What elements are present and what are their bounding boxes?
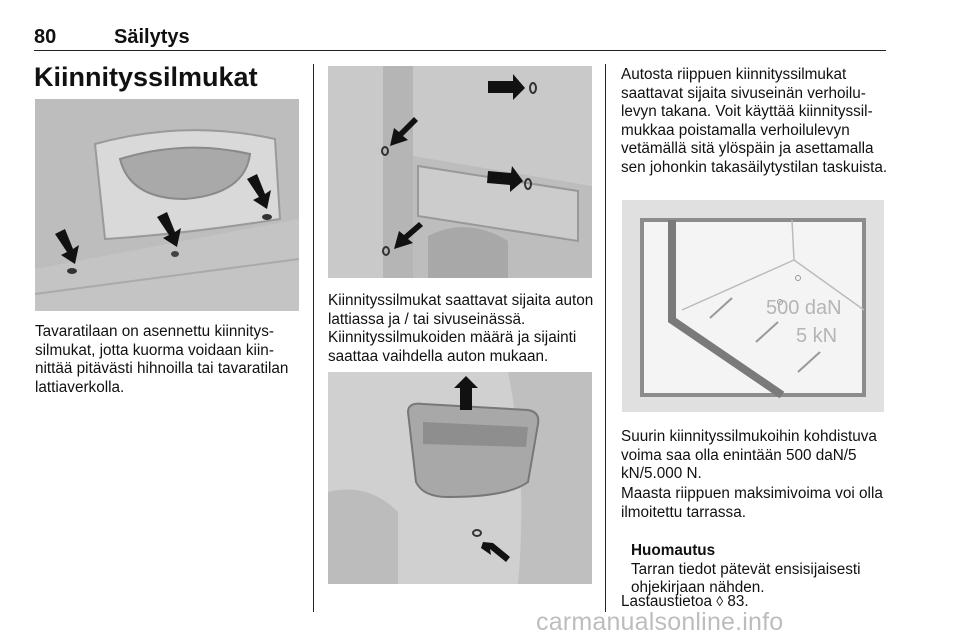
note-box: [631, 542, 891, 598]
crossref-arrow-icon: ◊: [716, 593, 724, 609]
note-title: Huomautus: [631, 542, 716, 559]
figure-side-wall-lashing-eyes: [328, 66, 592, 278]
col3-paragraph-1: Autosta riippuen kiinnityssilmukat saattavat sijaita sivuseinän verhoilulevyn takana. Voit käyttää kiinnityssilmukkaa poistamalla verhoilulevyn vetämällä sitä ylöspäin ja asettamalla sen johonkin takasäilytystilan taskuista.: [621, 66, 888, 176]
page-header: [34, 26, 886, 52]
col1-paragraph: Tavaratilaan on asennettu kiinnityssilmukat, jotta kuorma voidaan kiinnittää pitävästi hihnoilla tai tavaratilan lattiaverkolla.: [35, 323, 289, 396]
crossref-link[interactable]: 83.: [727, 593, 749, 610]
column-divider-2: [605, 64, 606, 612]
figure-load-label: [622, 200, 884, 412]
watermark: carmanualsonline.info: [536, 608, 784, 636]
note-text: Tarran tiedot pätevät ensisijaisesti ohjekirjaan nähden.: [631, 560, 861, 596]
col3-paragraph-2: Suurin kiinnityssilmukoihin kohdistuva voima saa olla enintään 500 daN/5 kN/5.000 N.: [621, 428, 877, 482]
figure-trim-panel-removal: [328, 372, 592, 584]
page-title: Kiinnityssilmukat: [34, 62, 258, 92]
figure-floor-lashing-eyes: [35, 99, 299, 311]
header-rule: [34, 50, 886, 51]
crossref-text: Lastaustietoa: [621, 593, 712, 610]
page-number: 80: [34, 26, 57, 48]
label-500-dan: 500 daN: [766, 297, 842, 319]
col3-paragraph-3: Maasta riippuen maksimivoima voi olla ilmoitettu tarrassa.: [621, 485, 883, 521]
col2-paragraph: Kiinnityssilmukat saattavat sijaita auton lattiassa ja / tai sivuseinässä. Kiinnityssilmukoiden määrä ja sijainti saattaa vaihdella auton mukaan.: [328, 292, 594, 365]
column-divider-1: [313, 64, 314, 612]
label-5-kn: 5 kN: [796, 325, 838, 347]
section-title: Säilytys: [114, 26, 190, 48]
